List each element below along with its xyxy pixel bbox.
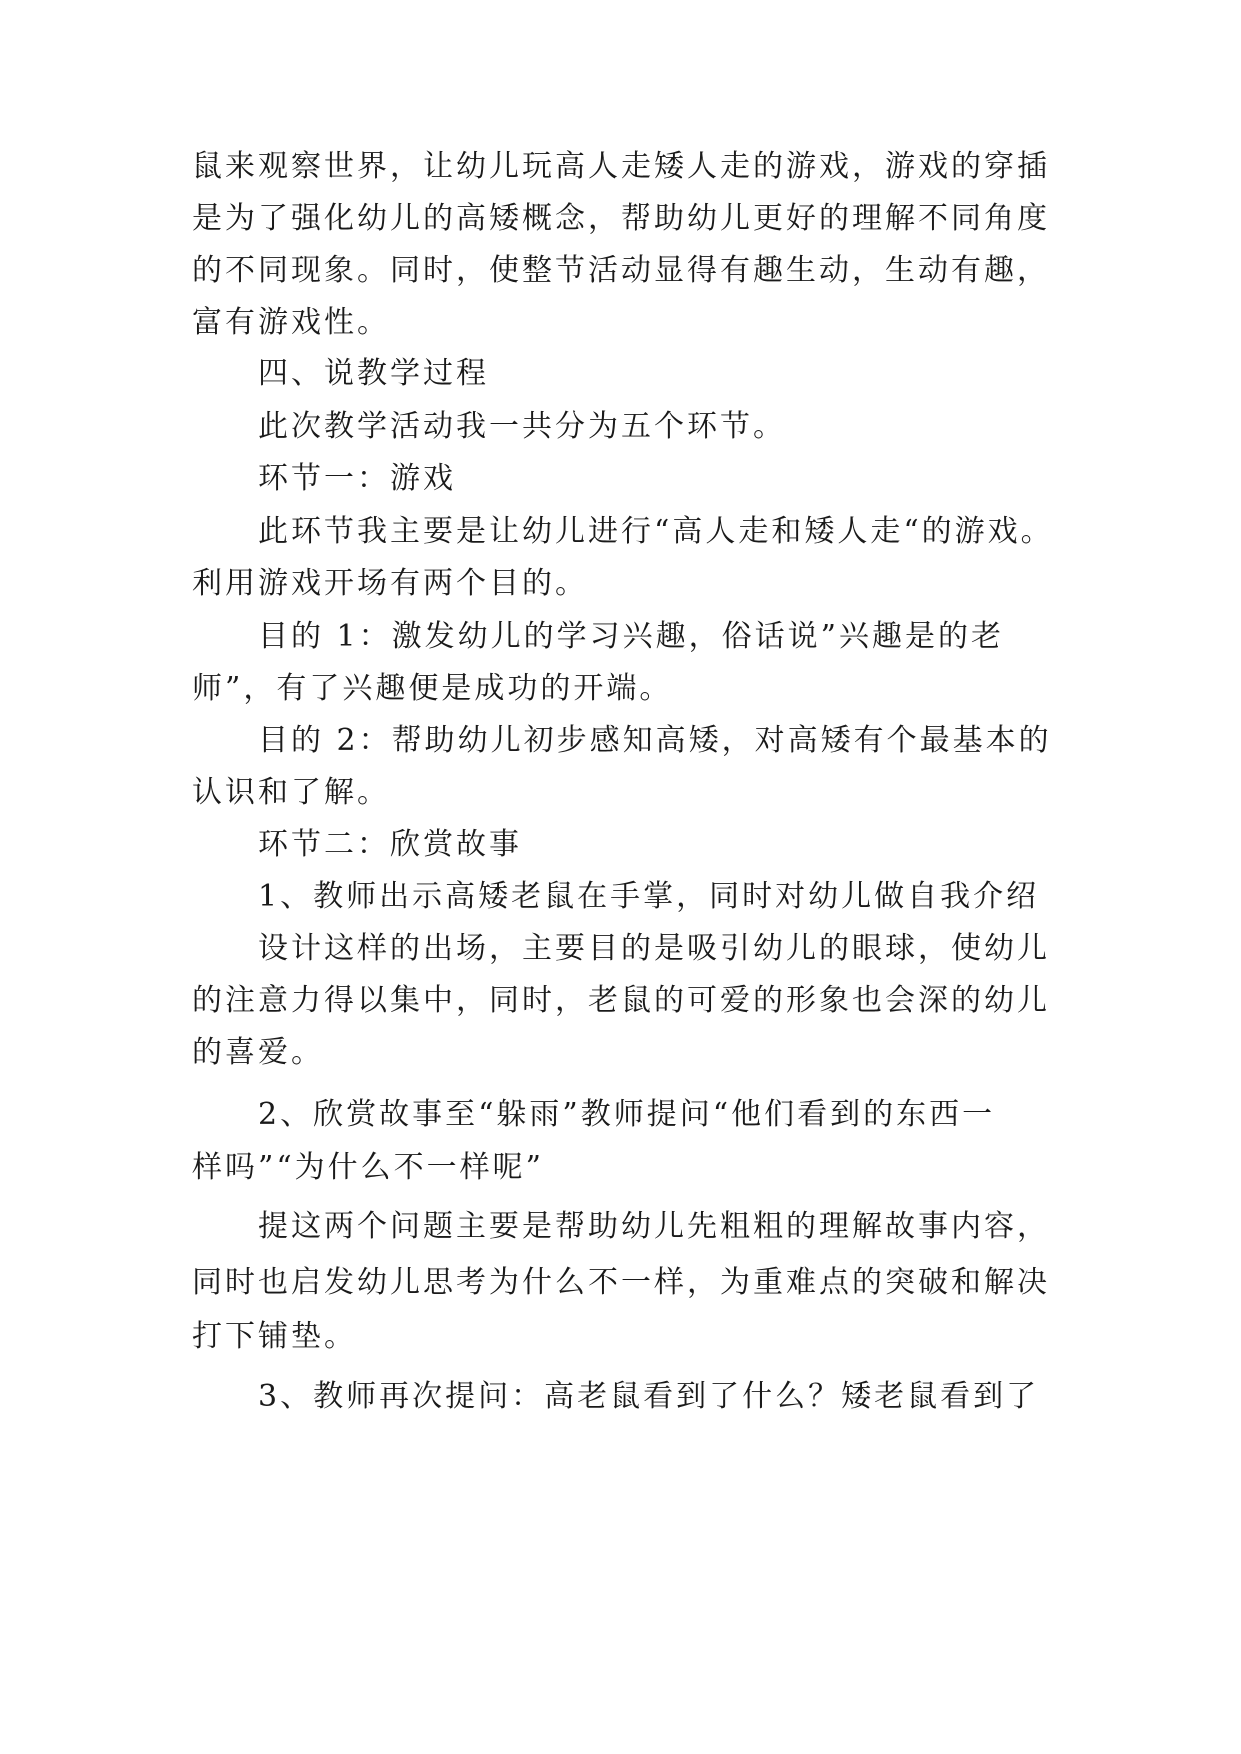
text-line: 富有游戏性。 (192, 305, 390, 340)
text-line: 师”，有了兴趣便是成功的开端。 (192, 671, 673, 706)
text-line: 样吗”“为什么不一样呢” (192, 1150, 545, 1185)
text-line: 此环节我主要是让幼儿进行“高人走和矮人走“的游戏。 (258, 514, 1054, 549)
text-line: 鼠来观察世界，让幼儿玩高人走矮人走的游戏，游戏的穿插 (192, 149, 1050, 184)
text-line: 提这两个问题主要是帮助幼儿先粗粗的理解故事内容， (258, 1209, 1050, 1244)
subsection-heading: 环节二：欣赏故事 (258, 827, 522, 862)
text-line: 2、欣赏故事至“躲雨”教师提问“他们看到的东西一 (258, 1097, 996, 1132)
text-line: 同时也启发幼儿思考为什么不一样，为重难点的突破和解决 (192, 1265, 1050, 1300)
text-line: 设计这样的出场，主要目的是吸引幼儿的眼球，使幼儿 (258, 931, 1050, 966)
text-line: 目的 2：帮助幼儿初步感知高矮，对高矮有个最基本的 (258, 723, 1052, 758)
section-heading: 四、说教学过程 (258, 356, 489, 391)
text-line: 的喜爱。 (192, 1035, 324, 1070)
text-line: 认识和了解。 (192, 775, 390, 810)
subsection-heading: 环节一：游戏 (258, 461, 456, 496)
text-line: 目的 1：激发幼儿的学习兴趣，俗话说”兴趣是的老 (258, 619, 1004, 654)
text-line: 3、教师再次提问：高老鼠看到了什么？矮老鼠看到了 (258, 1379, 1040, 1414)
text-line: 此次教学活动我一共分为五个环节。 (258, 409, 786, 444)
text-line: 是为了强化幼儿的高矮概念，帮助幼儿更好的理解不同角度 (192, 201, 1050, 236)
text-line: 利用游戏开场有两个目的。 (192, 566, 588, 601)
text-line: 的不同现象。同时，使整节活动显得有趣生动，生动有趣， (192, 253, 1050, 288)
text-line: 打下铺垫。 (192, 1319, 357, 1354)
text-line: 1、教师出示高矮老鼠在手掌，同时对幼儿做自我介绍 (258, 879, 1040, 914)
text-line: 的注意力得以集中，同时，老鼠的可爱的形象也会深的幼儿 (192, 983, 1050, 1018)
